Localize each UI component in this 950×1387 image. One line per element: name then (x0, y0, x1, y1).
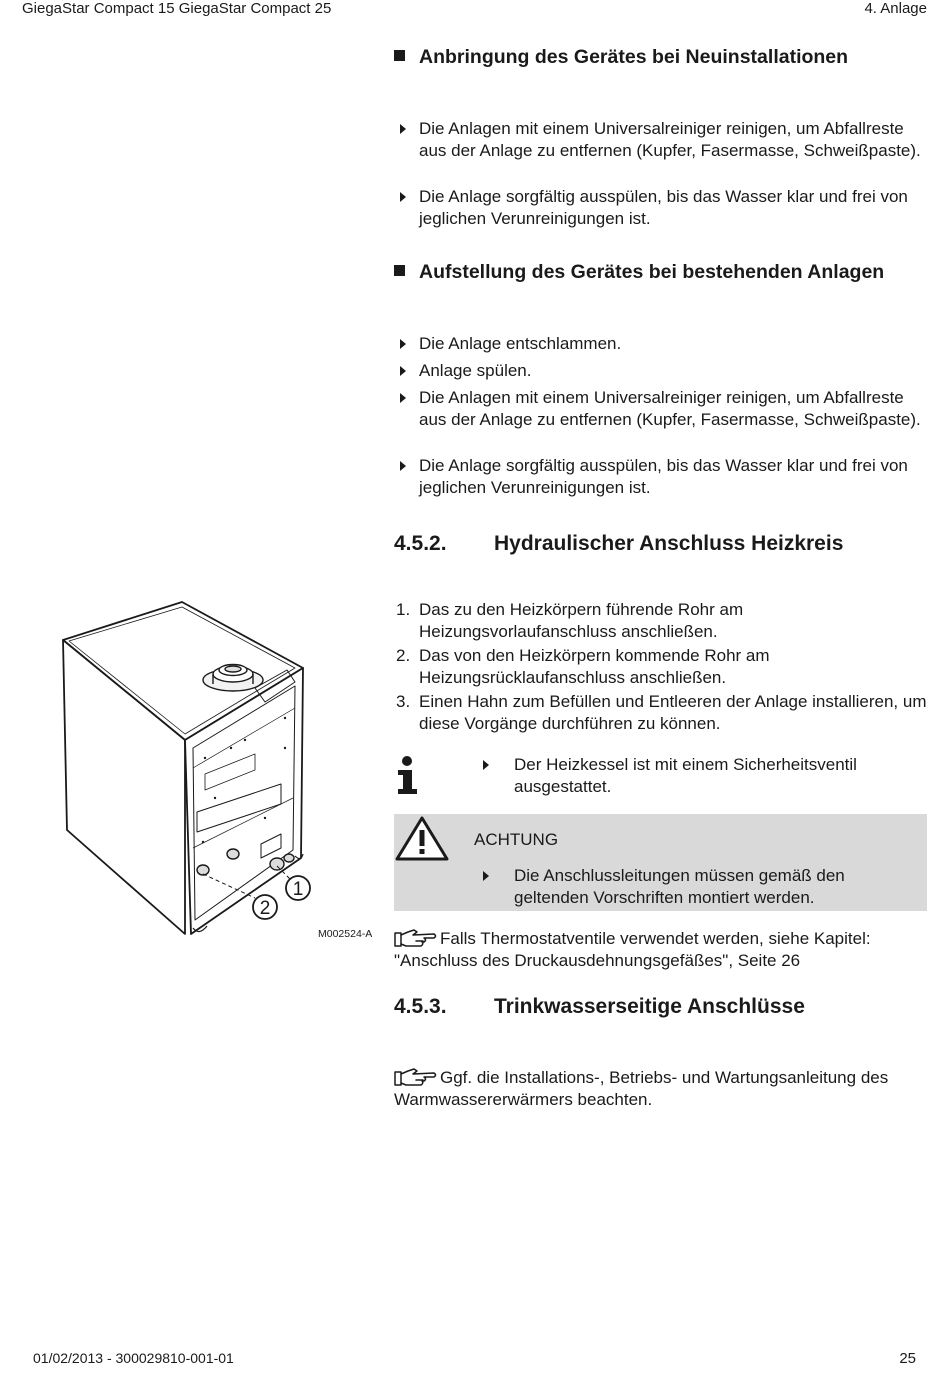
chapter-number: 4.5.2. (394, 532, 447, 555)
boiler-illustration (55, 598, 355, 938)
list-item-text: Die Anlagen mit einem Universalreiniger reinigen, um Abfallreste aus der Anlage zu entfernen (Kupfer, Fasermasse, Schweißpaste). (419, 119, 921, 160)
list-item-text: Die Anlage sorgfältig ausspülen, bis das Wasser klar und frei von jeglichen Verunreinigungen ist. (419, 187, 908, 228)
reference-note-452 (394, 928, 929, 971)
page-number: 25 (899, 1350, 916, 1367)
list-item (396, 645, 931, 688)
arrow-bullet-icon (400, 124, 406, 134)
chapter-number: 4.5.3. (394, 995, 447, 1018)
chapter-heading-453 (394, 994, 805, 1020)
list-item (396, 599, 931, 642)
figure-code: M002524-A (318, 928, 373, 940)
reference-note-text: Ggf. die Installations-, Betriebs- und Wartungsanleitung des Warmwassererwärmers beachten. (394, 1068, 889, 1109)
step-number: 3. (396, 692, 411, 711)
callout-label-1: 1 (292, 879, 304, 900)
list-item-text: Die Anlagen mit einem Universalreiniger reinigen, um Abfallreste aus der Anlage zu entfernen (Kupfer, Fasermasse, Schweißpaste). (419, 388, 921, 429)
square-bullet-icon (394, 265, 405, 276)
list-item-text: Anlage spülen. (419, 361, 532, 380)
reference-note-text: Falls Thermostatventile verwendet werden, siehe Kapitel: "Anschluss des Druckausdehnungsgefäßes", Seite 26 (394, 929, 871, 970)
warning-triangle-icon (395, 815, 449, 861)
warning-title: ACHTUNG (474, 830, 559, 849)
section-heading-text: Aufstellung des Gerätes bei bestehenden Anlagen (419, 261, 885, 283)
list-item (398, 360, 933, 382)
chapter-title: Hydraulischer Anschluss Heizkreis (494, 532, 844, 555)
arrow-bullet-icon (483, 871, 489, 881)
step-text: Das von den Heizkörpern kommende Rohr am Heizungsrücklaufanschluss anschließen. (419, 646, 770, 687)
step-number: 2. (396, 646, 411, 665)
section-heading-existing (394, 260, 884, 284)
chapter-heading-452 (394, 531, 843, 557)
warning-note-text: Die Anschlussleitungen müssen gemäß den geltenden Vorschriften montiert werden. (514, 866, 845, 907)
step-text: Einen Hahn zum Befüllen und Entleeren der Anlage installieren, um diese Vorgänge durchführen zu können. (419, 692, 927, 733)
list-item-text: Die Anlage entschlammen. (419, 334, 622, 353)
info-note (483, 754, 923, 797)
arrow-bullet-icon (400, 339, 406, 349)
pointing-hand-icon (394, 1067, 438, 1087)
arrow-bullet-icon (400, 366, 406, 376)
list-item (398, 118, 933, 161)
list-item (398, 387, 933, 430)
section-heading-text: Anbringung des Gerätes bei Neuinstallationen (419, 46, 849, 68)
square-bullet-icon (394, 50, 405, 61)
list-item (398, 455, 933, 498)
header-right: 4. Anlage (864, 0, 927, 17)
reference-note-453 (394, 1067, 929, 1110)
arrow-bullet-icon (400, 461, 406, 471)
warning-note (483, 865, 923, 908)
header-left: GiegaStar Compact 15 GiegaStar Compact 25 (22, 0, 332, 17)
footer-left: 01/02/2013 - 300029810-001-01 (33, 1350, 234, 1366)
info-icon (395, 755, 421, 795)
arrow-bullet-icon (483, 760, 489, 770)
list-item-text: Die Anlage sorgfältig ausspülen, bis das Wasser klar und frei von jeglichen Verunreinigungen ist. (419, 456, 908, 497)
list-item (398, 186, 933, 229)
list-item (398, 333, 933, 355)
section-heading-new-install (394, 45, 848, 69)
arrow-bullet-icon (400, 192, 406, 202)
arrow-bullet-icon (400, 393, 406, 403)
pointing-hand-icon (394, 928, 438, 948)
callout-label-2: 2 (259, 898, 271, 919)
step-text: Das zu den Heizkörpern führende Rohr am Heizungsvorlaufanschluss anschließen. (419, 600, 744, 641)
step-number: 1. (396, 600, 411, 619)
list-item (396, 691, 931, 734)
chapter-title: Trinkwasserseitige Anschlüsse (494, 995, 805, 1018)
info-note-text: Der Heizkessel ist mit einem Sicherheitsventil ausgestattet. (514, 755, 857, 796)
